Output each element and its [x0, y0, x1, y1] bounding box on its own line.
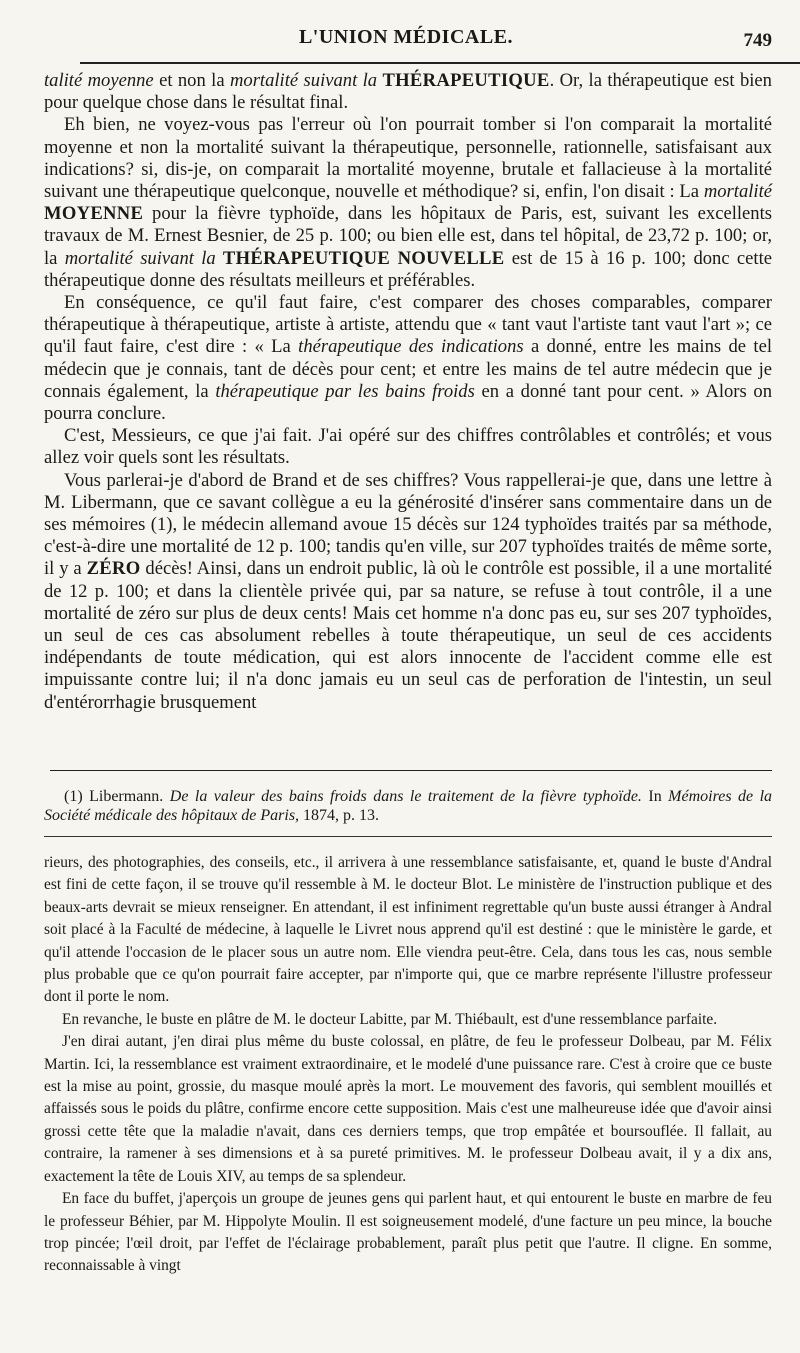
footnote	[44, 787, 772, 825]
text-run: En conséquence, ce qu'il faut faire, c'est comparer des choses comparables, comparer thérapeutique à thérapeutique, artiste à artiste, attendu que « tant vaut l'artiste tant vaut l'art »; ce qu'il faut faire, c'est dire : « La	[44, 292, 772, 358]
feuilleton-rule	[44, 836, 772, 837]
small-caps-term: ZÉRO	[86, 558, 141, 580]
text-run: a donné, entre les mains de tel médecin que je connais, tant de décès pour cent; et entre les mains de tel autre médecin que je connais également, la	[44, 336, 772, 402]
main-article	[44, 70, 772, 714]
text-run: et non la	[153, 70, 230, 91]
paragraph-4: C'est, Messieurs, ce que j'ai fait. J'ai opéré sur des chiffres contrôlables et contrôlés; et vous allez voir quels sont les résultats.	[44, 425, 772, 469]
italic-phrase: De la valeur des bains froids dans le traitement de la fièvre typhoïde.	[169, 788, 642, 805]
feuilleton-paragraph-1: rieurs, des photographies, des conseils, etc., il arrivera à une ressemblance satisfaisante, et, quand le buste d'Andral est fini de cette façon, il se trouve qu'il ressemble à M. le docteur Blot. Le ministère de l'instruction publique et des beaux-arts devrait se mieux renseigner. En attendant, il est infiniment regrettable qu'un buste aussi étranger à Andral soit placé à la Faculté de médecine, à laquelle le Livret nous apprend qu'il est destiné : que le ministère le garde, et qu'il attende l'occasion de le placer sous un autre nom. Elle viendra peut-être. Cela, dans tous les cas, nous semble plus probable que ce qu'on pourrait faire accepter, par n'importe qui, que ce marbre représente l'illustre professeur dont il porte le nom.	[44, 854, 772, 1006]
text-run: (1) Libermann.	[64, 788, 170, 805]
text-run: In	[641, 788, 669, 805]
text-run: pour la fièvre typhoïde, dans les hôpitaux de Paris, est, suivant les excellents travaux de M. Ernest Besnier, de 25 p. 100; ou bien elle est, dans tel hôpital, de 23,72 p. 100; or, la	[44, 203, 772, 269]
text-run: décès! Ainsi, dans un endroit public, là où le contrôle est possible, il a une mortalité de 12 p. 100; et dans la clientèle privée qui, par sa nature, se refuse à tout contrôle, il a une mortalité de zéro sur plus de deux cents! Mais cet homme n'a donc pas eu, sur ses 207 typhoïdes, un seul de ces cas absolument rebelles à toute thérapeutique, un seul de ces accidents indépendants de toute médication, qui est alors innocente de l'accident comme elle est impuissante contre lui; il n'a donc jamais eu un seul cas de perforation de l'intestin, un seul d'entérorrhagie brusquement	[44, 558, 773, 713]
italic-phrase: mortalité suivant la	[64, 247, 216, 269]
italic-phrase: mortalité suivant la	[229, 70, 378, 91]
paragraph-3	[44, 292, 772, 425]
paragraph-2	[44, 114, 772, 292]
text-run: est de 15 à 16 p. 100; donc cette thérapeutique donne des résultats meilleurs et préférables.	[44, 247, 772, 291]
feuilleton-paragraph-2: En revanche, le buste en plâtre de M. le docteur Labitte, par M. Thiébault, est d'une ressemblance parfaite.	[62, 1010, 718, 1028]
running-title: L'UNION MÉDICALE.	[298, 26, 514, 48]
small-caps-term: THÉRAPEUTIQUE	[377, 70, 550, 91]
text-run: 1874, p. 13.	[299, 807, 380, 824]
paragraph-5	[44, 470, 772, 714]
italic-phrase: mortalité	[703, 181, 772, 203]
small-caps-term: THÉRAPEUTIQUE NOUVELLE	[215, 247, 505, 269]
small-caps-term: MOYENNE	[44, 203, 144, 225]
feuilleton-section	[44, 852, 772, 1278]
header-rule	[80, 62, 800, 64]
italic-phrase: thérapeutique par les bains froids	[215, 380, 475, 402]
text-run: Eh bien, ne voyez-vous pas l'erreur où l'on pourrait tomber si l'on comparait la mortalité moyenne et non la mortalité suivant la thérapeutique, personnelle, rationnelle, satisfaisant aux indications? si, dis-je, on comparait la mortalité moyenne, brutale et fallacieuse à la mortalité suivant une thérapeutique quelconque, nouvelle et méthodique? si, enfin, l'on disait : La	[44, 114, 772, 203]
text-run: . Or, la thérapeutique est bien pour quelque chose dans le résultat final.	[44, 70, 772, 114]
page-number: 749	[743, 30, 772, 51]
italic-phrase: talité moyenne	[44, 70, 154, 91]
italic-phrase: thérapeutique des indications	[298, 336, 524, 358]
feuilleton-paragraph-4: En face du buffet, j'aperçois un groupe de jeunes gens qui parlent haut, et qui entourent le buste en marbre de feu le professeur Béhier, par M. Hippolyte Moulin. Il est soigneusement modelé, d'une facture un peu mince, la bouche trop pincée; l'œil droit, par l'effet de l'éclairage probablement, paraît plus petit que l'autre. Il cligne. En somme, reconnaissable à vingt	[44, 1190, 772, 1275]
text-run: Vous parlerai-je d'abord de Brand et de ses chiffres? Vous rappellerai-je que, dans une lettre à M. Libermann, que ce savant collègue a eu la générosité d'insérer sans commentaire dans un de ses mémoires (1), le médecin allemand avoue 15 décès sur 124 typhoïdes traités par sa méthode, c'est-à-dire une mortalité de 12 p. 100; tandis qu'en ville, sur 207 typhoïdes traités de même sorte, il y a	[44, 469, 772, 580]
feuilleton-paragraph-3: J'en dirai autant, j'en dirai plus même du buste colossal, en plâtre, de feu le professeur Dolbeau, par M. Félix Martin. Ici, la ressemblance est vraiment extraordinaire, et le modelé d'une puissance rare. C'est à croire que ce buste est la mise au point, grossie, du masque moulé après la mort. Le mouvement des favoris, qui semblent mouillés et affaissés sous le poids du plâtre, confirme encore cette supposition. Mais c'est une malheureuse idée que d'avoir ainsi grossi cette tête que la maladie n'avait, dans ces derniers temps, que trop empâtée et boursouflée. Il fallait, au contraire, la ramener à ses dimensions et à sa pureté primitives. M. le professeur Dolbeau avait, il y a dix ans, exactement la tête de Louis XIV, au temps de sa splendeur.	[44, 1033, 772, 1185]
footnote-rule	[50, 770, 772, 771]
italic-phrase: Mémoires de la Société médicale des hôpitaux de Paris,	[44, 788, 773, 824]
page-header	[40, 22, 772, 62]
text-run: en a donné tant pour cent. » Alors on pourra conclure.	[44, 380, 772, 425]
paragraph-1	[44, 70, 772, 114]
footnote-text	[44, 787, 772, 825]
